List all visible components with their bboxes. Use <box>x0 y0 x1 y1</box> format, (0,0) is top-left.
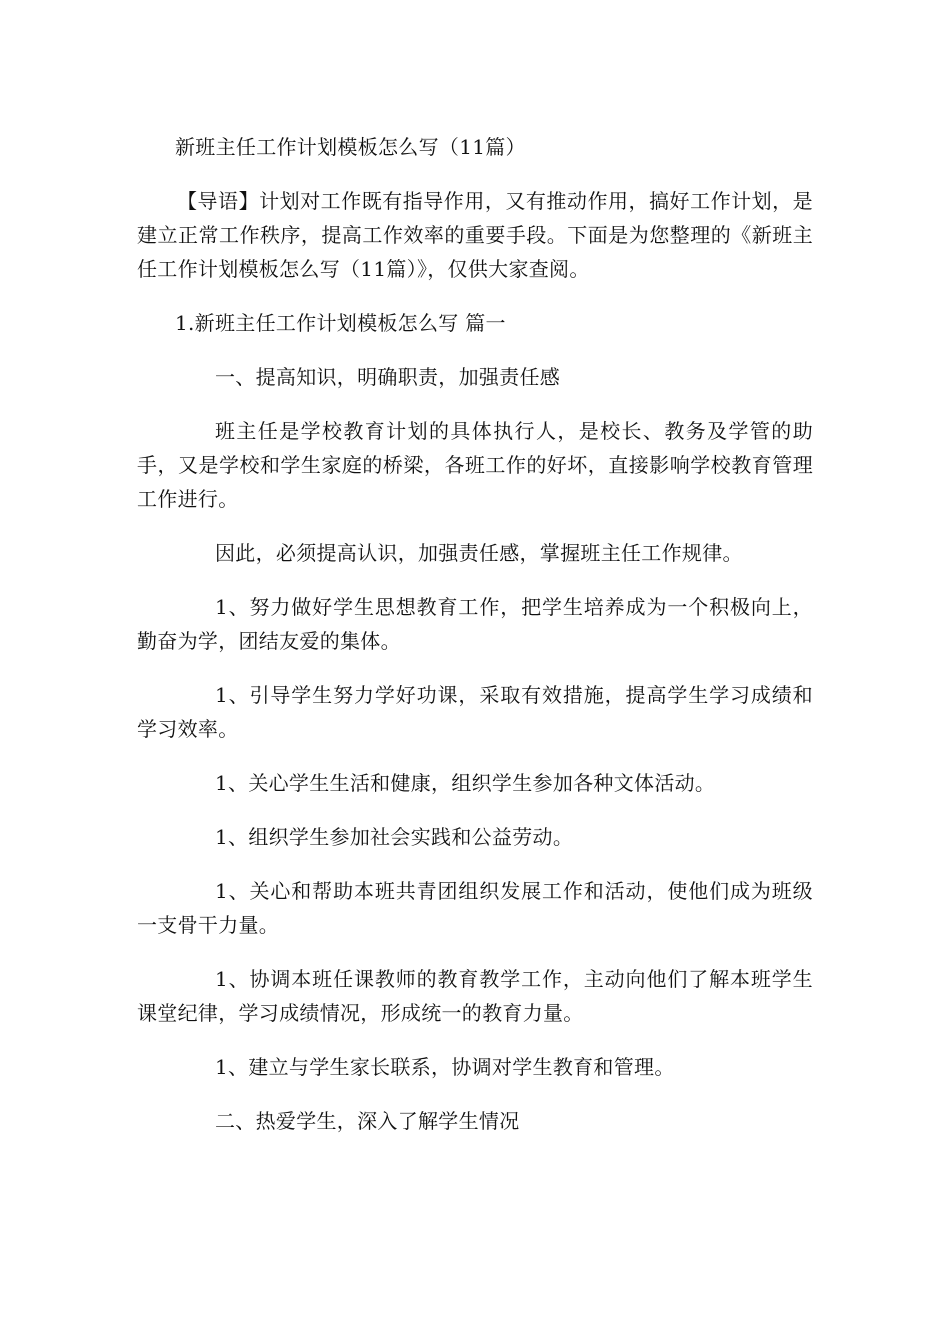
section-heading: 1.新班主任工作计划模板怎么写 篇一 <box>175 311 506 335</box>
list-item-4: 1、组织学生参加社会实践和公益劳动。 <box>215 825 574 849</box>
list-item-3: 1、关心学生生活和健康，组织学生参加各种文体活动。 <box>215 771 716 795</box>
document-content <box>137 130 813 1158</box>
list-item-6: 1、协调本班任课教师的教育教学工作，主动向他们了解本班学生课堂纪律，学习成绩情况，形成统一的教育力量。 <box>137 967 813 1025</box>
list-item-1: 1、努力做好学生思想教育工作，把学生培养成为一个积极向上，勤奋为学，团结友爱的集体。 <box>137 595 813 653</box>
document-title: 新班主任工作计划模板怎么写（11篇） <box>175 135 526 159</box>
list-item-7: 1、建立与学生家长联系，协调对学生教育和管理。 <box>215 1055 675 1079</box>
paragraph-2: 因此，必须提高认识，加强责任感，掌握班主任工作规律。 <box>215 541 743 565</box>
paragraph-1: 班主任是学校教育计划的具体执行人，是校长、教务及学管的助手，又是学校和学生家庭的桥梁，各班工作的好坏，直接影响学校教育管理工作进行。 <box>137 419 813 511</box>
intro-paragraph: 【导语】计划对工作既有指导作用，又有推动作用，搞好工作计划，是建立正常工作秩序，提高工作效率的重要手段。下面是为您整理的《新班主任工作计划模板怎么写（11篇）》，仅供大家查阅。 <box>137 189 813 281</box>
subheading-2: 二、热爱学生，深入了解学生情况 <box>215 1109 520 1133</box>
list-item-2: 1、引导学生努力学好功课，采取有效措施，提高学生学习成绩和学习效率。 <box>137 683 813 741</box>
subheading-1: 一、提高知识，明确职责，加强责任感 <box>215 365 561 389</box>
list-item-5: 1、关心和帮助本班共青团组织发展工作和活动，使他们成为班级一支骨干力量。 <box>137 879 813 937</box>
